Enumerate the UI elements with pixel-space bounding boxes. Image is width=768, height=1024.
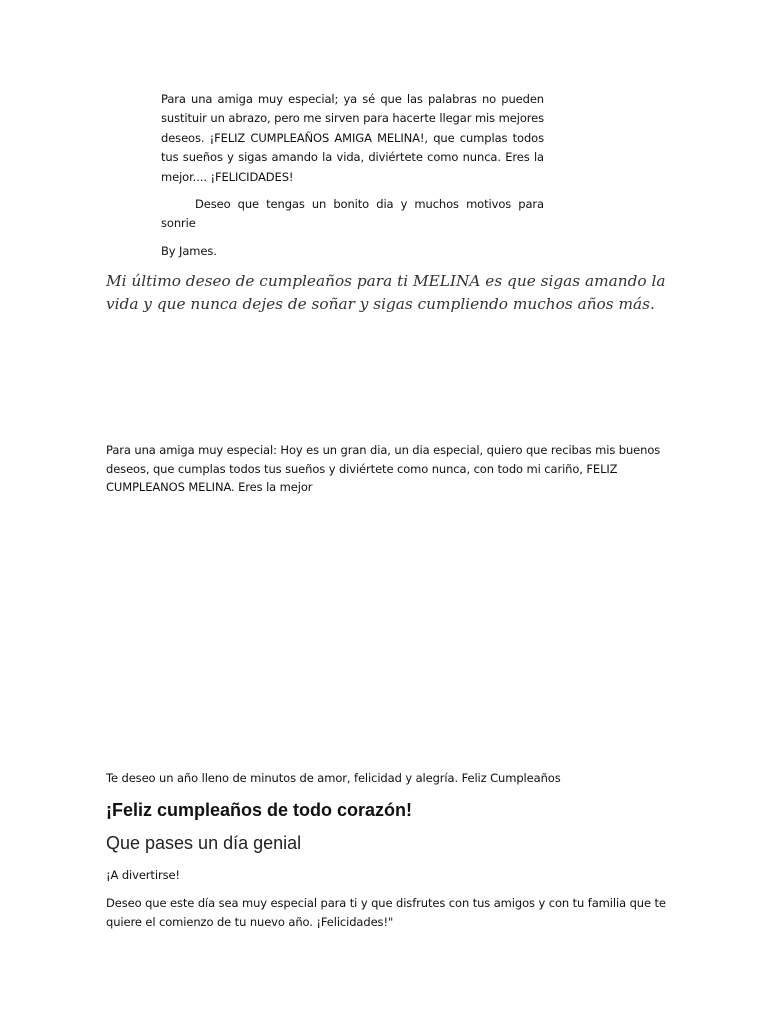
signature: By James. (161, 244, 217, 258)
subheading-dia-genial: Que pases un día genial (106, 833, 302, 853)
wish-line: Te deseo un año lleno de minutos de amor, felicidad y alegría. Feliz Cumpleaños (106, 771, 561, 785)
closing-paragraph: Deseo que este día sea muy especial para ti y que disfrutes con tus amigos y con tu familia que te quiere el comienzo de tu nuevo año. ¡Felicidades!" (106, 896, 666, 929)
italic-wish: Mi último deseo de cumpleaños para ti MELINA es que sigas amando la vida y que nunca dejes de soñar y sigas cumpliendo muchos años más. (106, 272, 666, 313)
birthday-paragraph-1: Para una amiga muy especial; ya sé que las palabras no pueden sustituir un abrazo, pero me sirven para hacerte llegar mis mejores deseos. ¡FELIZ CUMPLEAÑOS AMIGA MELINA!, que cumplas todos tus sueños y sigas amando la vida, diviértete como nunca. Eres la mejor.... ¡FELICIDADES! (161, 92, 544, 184)
heading-feliz-cumpleanos: ¡Feliz cumpleaños de todo corazón! (106, 800, 413, 820)
birthday-paragraph-3: Para una amiga muy especial: Hoy es un gran dia, un dia especial, quiero que recibas mis buenos deseos, que cumplas todos tus sueños y diviértete como nunca, con todo mi cariño, FELIZ CUMPLEANOS MELINA. Eres la mejor (106, 443, 661, 495)
birthday-paragraph-2: Deseo que tengas un bonito dia y muchos motivos para sonrie (161, 197, 544, 231)
short-line-divertirse: ¡A divertirse! (106, 868, 180, 882)
